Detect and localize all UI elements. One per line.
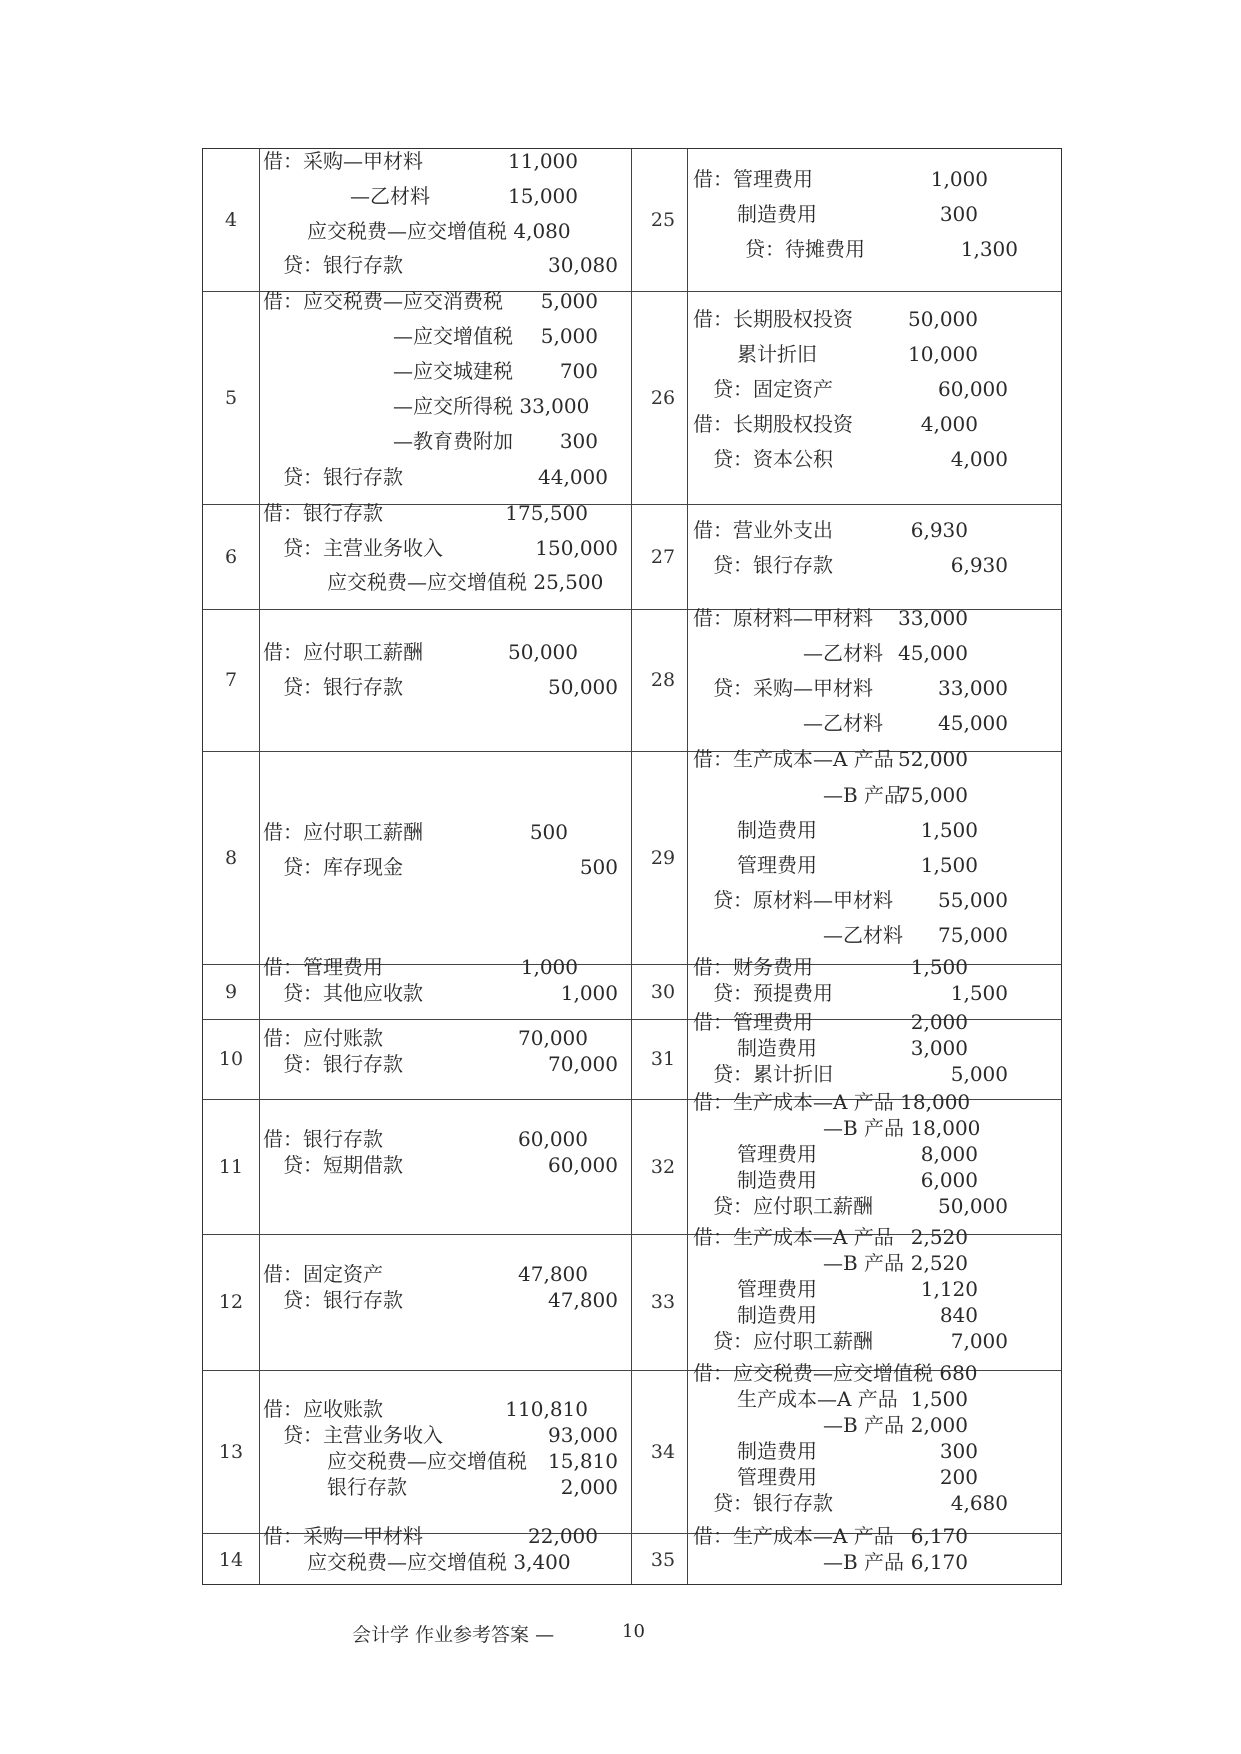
entry-line-amount: 55,000 [938, 888, 1008, 912]
entry-line-amount: 22,000 [528, 1524, 598, 1548]
entry-line-text: —B 产品 18,000 [823, 1116, 981, 1140]
entry-line-text: 贷：银行存款 [713, 1491, 833, 1515]
entry-line-text: —B 产品 [823, 1550, 905, 1574]
entry-number: 27 [650, 545, 676, 568]
entry-line-text: 借：管理费用 [693, 167, 813, 191]
entry-line-amount: 175,500 [505, 501, 588, 525]
entry-line-amount: 4,000 [950, 447, 1008, 471]
entry-line-text: 制造费用 [737, 1439, 817, 1463]
entry-line-amount: 2,000 [560, 1475, 618, 1499]
entry-line-amount: 50,000 [908, 307, 978, 331]
entry-line-amount: 8,000 [920, 1142, 978, 1166]
entry-line-text: 借：应付职工薪酬 [263, 640, 423, 664]
entry-line-amount: 2,000 [910, 1010, 968, 1034]
entry-line-text: 生产成本—A 产品 [737, 1387, 898, 1411]
entry-line-text: 借：长期股权投资 [693, 307, 853, 331]
entry-number: 10 [218, 1048, 244, 1070]
entry-line-text: 借：管理费用 [693, 1010, 813, 1034]
entry-line-text: —乙材料 [350, 184, 430, 208]
entry-line-amount: 2,520 [910, 1225, 968, 1249]
entry-line-amount: 50,000 [548, 675, 618, 699]
entry-line-amount: 75,000 [898, 783, 968, 807]
entry-line-text: 制造费用 [737, 202, 817, 226]
entry-number: 7 [224, 669, 238, 691]
entry-line-text: —应交增值税 [393, 324, 513, 348]
entry-line-amount: 60,000 [518, 1127, 588, 1151]
entry-line-text: 贷：资本公积 [713, 447, 833, 471]
entry-line-text: 借：固定资产 [263, 1262, 383, 1286]
entry-number: 12 [218, 1291, 244, 1313]
entry-line-amount: 840 [939, 1303, 978, 1327]
entry-line-text: —B 产品 [823, 783, 905, 807]
entry-line-text: 借：银行存款 [263, 501, 383, 525]
entry-line-amount: 6,170 [910, 1524, 968, 1548]
entry-line-amount: 93,000 [548, 1423, 618, 1447]
entry-line-amount: 30,080 [548, 253, 618, 277]
entry-line-amount: 4,000 [920, 412, 978, 436]
entry-line-amount: 15,000 [508, 184, 578, 208]
entry-line-amount: 700 [559, 359, 598, 383]
entry-line-amount: 50,000 [938, 1194, 1008, 1218]
entry-line-amount: 110,810 [505, 1397, 588, 1421]
entry-number: 28 [650, 669, 676, 691]
entry-line-text: 管理费用 [737, 1465, 817, 1489]
entry-line-text: 贷：银行存款 [283, 1052, 403, 1076]
entry-line-text: 贷：银行存款 [283, 253, 403, 277]
entry-line-amount: 75,000 [938, 923, 1008, 947]
entry-line-amount: 1,500 [950, 981, 1008, 1005]
entry-line-text: —应交所得税 33,000 [393, 394, 590, 418]
entry-line-amount: 300 [559, 429, 598, 453]
entry-line-text: —乙材料 [803, 711, 883, 735]
entry-line-amount: 1,300 [960, 237, 1018, 261]
entry-line-text: 银行存款 [327, 1475, 407, 1499]
entry-line-text: 借：应付账款 [263, 1026, 383, 1050]
entry-line-text: 借：营业外支出 [693, 518, 833, 542]
entry-number: 14 [218, 1548, 244, 1571]
entry-line-text: 制造费用 [737, 1168, 817, 1192]
entry-line-amount: 6,000 [920, 1168, 978, 1192]
entry-line-amount: 4,680 [950, 1491, 1008, 1515]
entry-number: 26 [650, 386, 676, 409]
entry-line-text: 制造费用 [737, 1036, 817, 1060]
entry-line-amount: 1,500 [910, 955, 968, 979]
entry-line-text: 累计折旧 [737, 342, 817, 366]
entry-line-amount: 2,000 [910, 1413, 968, 1437]
page-number: 10 [622, 1621, 645, 1642]
entry-line-text: —乙材料 [803, 641, 883, 665]
entry-line-amount: 1,500 [920, 818, 978, 842]
entry-line-text: 借：财务费用 [693, 955, 813, 979]
entry-line-text: 贷：主营业务收入 [283, 536, 443, 560]
entry-line-amount: 15,810 [548, 1449, 618, 1473]
entry-line-text: 贷：原材料—甲材料 [713, 888, 893, 912]
entry-line-text: 贷：累计折旧 [713, 1062, 833, 1086]
entry-number: 5 [224, 386, 238, 409]
entry-number: 4 [224, 209, 238, 231]
entry-line-text: 借：应交税费—应交增值税 680 [693, 1361, 978, 1385]
entry-line-text: —乙材料 [823, 923, 903, 947]
entry-line-amount: 7,000 [950, 1329, 1008, 1353]
entry-line-text: 借：应付职工薪酬 [263, 820, 423, 844]
entry-line-text: 贷：预提费用 [713, 981, 833, 1005]
entry-line-amount: 33,000 [938, 676, 1008, 700]
entry-line-amount: 6,930 [910, 518, 968, 542]
entry-line-amount: 6,170 [910, 1550, 968, 1574]
entry-line-text: 制造费用 [737, 818, 817, 842]
entry-line-text: 借：原材料—甲材料 [693, 606, 873, 630]
entry-line-text: 贷：库存现金 [283, 855, 403, 879]
entry-line-text: 贷：应付职工薪酬 [713, 1194, 873, 1218]
entry-number: 30 [650, 980, 676, 1003]
entry-line-amount: 1,000 [520, 955, 578, 979]
entry-line-amount: 47,800 [548, 1288, 618, 1312]
entry-number: 34 [650, 1440, 676, 1463]
entry-line-text: 贷：应付职工薪酬 [713, 1329, 873, 1353]
entry-line-text: 借：管理费用 [263, 955, 383, 979]
entry-line-text: 应交税费—应交增值税 4,080 [307, 219, 571, 243]
entry-line-text: 借：生产成本—A 产品 [693, 1225, 894, 1249]
entry-line-amount: 2,520 [910, 1251, 968, 1275]
entry-number: 29 [650, 846, 676, 869]
entry-line-amount: 1,120 [920, 1277, 978, 1301]
entry-line-amount: 1,500 [920, 853, 978, 877]
entry-line-text: 贷：银行存款 [283, 1288, 403, 1312]
entry-line-amount: 45,000 [938, 711, 1008, 735]
entry-line-amount: 5,000 [950, 1062, 1008, 1086]
entry-line-text: 贷：银行存款 [283, 465, 403, 489]
entry-line-amount: 6,930 [950, 553, 1008, 577]
entry-line-amount: 33,000 [898, 606, 968, 630]
entry-line-amount: 47,800 [518, 1262, 588, 1286]
entry-number: 13 [218, 1440, 244, 1463]
entry-number: 9 [224, 980, 238, 1003]
entry-line-amount: 1,000 [560, 981, 618, 1005]
entry-line-text: 贷：短期借款 [283, 1153, 403, 1177]
entry-line-text: 借：生产成本—A 产品 18,000 [693, 1090, 971, 1114]
entry-line-amount: 1,000 [930, 167, 988, 191]
footer-title: 会计学 作业参考答案 — [352, 1624, 555, 1646]
entry-line-text: 借：应收账款 [263, 1397, 383, 1421]
entry-line-amount: 11,000 [508, 149, 578, 173]
entry-number: 31 [650, 1048, 676, 1070]
entry-line-amount: 45,000 [898, 641, 968, 665]
entry-line-amount: 500 [529, 820, 568, 844]
journal-entry-table [202, 148, 1062, 1585]
entry-line-text: 贷：固定资产 [713, 377, 833, 401]
entry-line-text: 借：应交税费—应交消费税 [263, 289, 503, 313]
entry-line-text: 借：采购—甲材料 [263, 149, 423, 173]
entry-line-text: 贷：待摊费用 [745, 237, 865, 261]
entry-line-text: 应交税费—应交增值税 [327, 1449, 527, 1473]
entry-line-text: 借：生产成本—A 产品 [693, 747, 894, 771]
entry-line-amount: 60,000 [548, 1153, 618, 1177]
entry-line-amount: 44,000 [538, 465, 608, 489]
entry-line-text: 贷：主营业务收入 [283, 1423, 443, 1447]
entry-line-text: 借：生产成本—A 产品 [693, 1524, 894, 1548]
entry-line-text: 制造费用 [737, 1303, 817, 1327]
entry-line-amount: 10,000 [908, 342, 978, 366]
entry-line-amount: 300 [939, 202, 978, 226]
entry-line-text: 贷：其他应收款 [283, 981, 423, 1005]
entry-line-amount: 52,000 [898, 747, 968, 771]
entry-line-text: —教育费附加 [393, 429, 513, 453]
entry-number: 32 [650, 1155, 676, 1178]
entry-number: 6 [224, 545, 238, 568]
entry-line-amount: 50,000 [508, 640, 578, 664]
entry-line-text: 贷：银行存款 [713, 553, 833, 577]
entry-number: 11 [218, 1155, 244, 1178]
entry-line-text: —应交城建税 [393, 359, 513, 383]
entry-line-text: 应交税费—应交增值税 25,500 [327, 570, 604, 594]
entry-line-text: —B 产品 [823, 1413, 905, 1437]
entry-number: 8 [224, 846, 238, 869]
entry-line-text: 借：银行存款 [263, 1127, 383, 1151]
entry-line-amount: 70,000 [548, 1052, 618, 1076]
entry-line-amount: 60,000 [938, 377, 1008, 401]
entry-line-text: 贷：银行存款 [283, 675, 403, 699]
entry-line-text: 应交税费—应交增值税 3,400 [307, 1550, 571, 1574]
entry-line-text: 贷：采购—甲材料 [713, 676, 873, 700]
entry-line-amount: 3,000 [910, 1036, 968, 1060]
entry-number: 33 [650, 1291, 676, 1313]
entry-number: 25 [650, 209, 676, 231]
entry-line-amount: 150,000 [535, 536, 618, 560]
entry-line-text: 管理费用 [737, 1277, 817, 1301]
entry-line-amount: 1,500 [910, 1387, 968, 1411]
entry-line-text: —B 产品 [823, 1251, 905, 1275]
entry-line-text: 借：采购—甲材料 [263, 1524, 423, 1548]
entry-line-amount: 5,000 [540, 289, 598, 313]
entry-line-text: 管理费用 [737, 1142, 817, 1166]
entry-line-amount: 300 [939, 1439, 978, 1463]
entry-line-amount: 200 [939, 1465, 978, 1489]
entry-line-amount: 5,000 [540, 324, 598, 348]
entry-line-text: 管理费用 [737, 853, 817, 877]
entry-line-amount: 70,000 [518, 1026, 588, 1050]
entry-line-text: 借：长期股权投资 [693, 412, 853, 436]
entry-number: 35 [650, 1548, 676, 1571]
entry-line-amount: 500 [579, 855, 618, 879]
